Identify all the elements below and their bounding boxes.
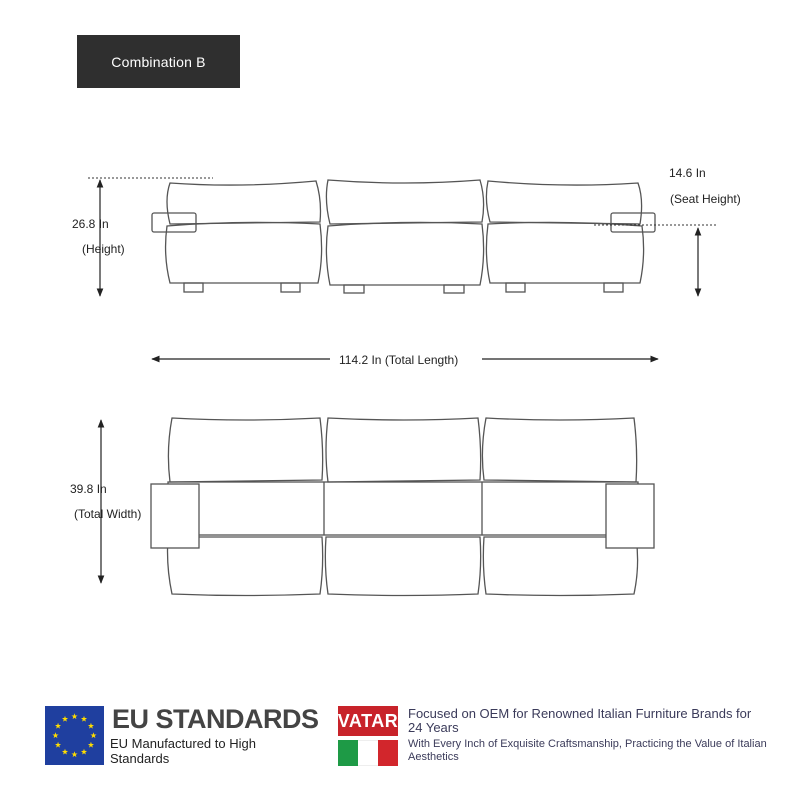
eu-star-icon [55, 723, 61, 729]
top-view [151, 418, 654, 596]
eu-standards-title: EU STANDARDS [112, 704, 319, 734]
eu-star-icon [88, 723, 94, 729]
eu-star-icon [62, 716, 68, 722]
front-dimension-guides [88, 178, 718, 359]
eu-star-icon [81, 716, 87, 722]
eu-flag-graphic [45, 706, 104, 765]
combination-title-text: Combination B [111, 53, 206, 70]
total-width-value: 39.8 In [70, 482, 107, 496]
eu-star-icon [71, 713, 77, 719]
total-length-label: 114.2 In (Total Length) [339, 353, 459, 367]
eu-star-icon [62, 749, 68, 755]
eu-star-icon [52, 732, 58, 738]
seat-height-value: 14.6 In [669, 166, 706, 180]
front-left-module [152, 181, 322, 292]
eu-star-icon [55, 742, 61, 748]
height-caption: (Height) [82, 242, 125, 256]
front-view [152, 180, 655, 293]
eu-standards-subtitle: EU Manufactured to High Standards [110, 736, 256, 766]
italy-flag-red [378, 740, 398, 766]
height-value: 26.8 In [72, 217, 109, 231]
eu-star-icon [71, 751, 77, 757]
eu-star-icon [81, 749, 87, 755]
vatar-logo-text: VATAR [337, 710, 399, 731]
italy-flag-white [358, 740, 378, 766]
vatar-logo [338, 706, 398, 736]
seat-height-caption: (Seat Height) [670, 192, 741, 206]
left-side-table [151, 484, 199, 548]
vatar-subline: With Every Inch of Exquisite Craftsmanship, Practicing the Value of Italian Aesthetics [408, 738, 767, 763]
italy-flag-green [338, 740, 358, 766]
eu-flag-icon [45, 706, 104, 765]
right-side-table [606, 484, 654, 548]
vatar-headline: Focused on OEM for Renowned Italian Furniture Brands for 24 Years [408, 706, 752, 735]
eu-star-icon [88, 742, 94, 748]
italy-flag-icon [338, 740, 398, 766]
front-right-module [486, 181, 655, 292]
total-width-caption: (Total Width) [74, 507, 142, 521]
eu-star-icon [90, 732, 96, 738]
front-middle-module [326, 180, 483, 293]
